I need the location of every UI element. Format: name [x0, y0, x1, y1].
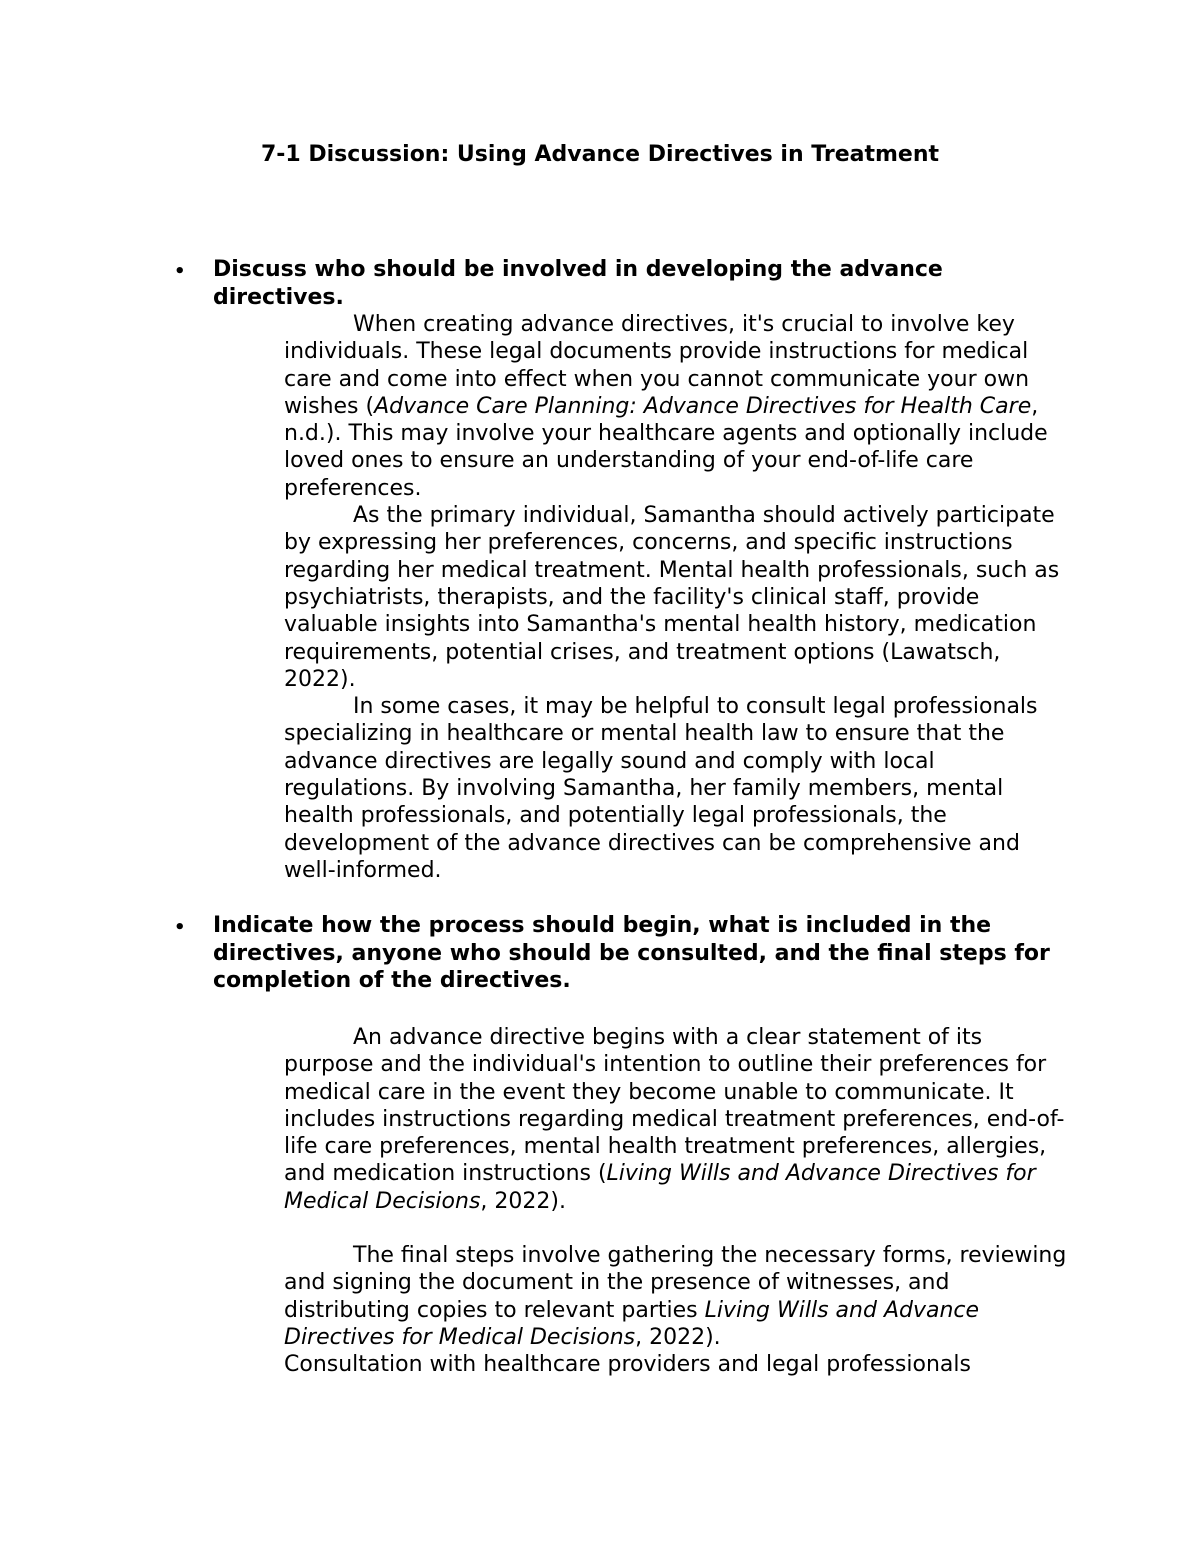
document-title: 7-1 Discussion: Using Advance Directives in Treatment [260, 142, 940, 167]
bullet-icon: • [174, 261, 186, 282]
answer-paragraph: Consultation with healthcare providers and legal professionals [284, 1352, 971, 1378]
paragraph-text: , 2022). [635, 1324, 721, 1350]
answer-body [284, 311, 1069, 884]
answer-body [284, 1024, 1069, 1379]
paragraph-text: , 2022). [480, 1188, 566, 1214]
answer-paragraph [284, 311, 1069, 502]
bullet-icon: • [174, 917, 186, 938]
paragraph-text: The final steps involve gathering the necessary forms, reviewing and signing the document in the presence of witnesses, and distributing copies to relevant parties [284, 1243, 1067, 1323]
answer-paragraph [284, 1242, 1069, 1351]
answer-paragraph [284, 1024, 1069, 1215]
answer-paragraph: As the primary individual, Samantha should actively participate by expressing her preferences, concerns, and specific instructions regarding her medical treatment. Mental health professionals, such as psychiatrists, therapists, and the facility's clinical staff, provide valuable insights into Samantha's mental health history, medication requirements, potential crises, and treatment options (Lawatsch, 2022). [284, 503, 1060, 692]
question-heading: Indicate how the process should begin, what is included in the directives, anyone who should be consulted, and the final steps for completion of the directives. [213, 913, 1050, 993]
citation-title: Advance Care Planning: Advance Directives for Health Care [374, 393, 1032, 419]
paragraph-text: When creating advance directives, it's crucial to involve key individuals. These legal documents provide instructions for medical care and come into effect when you cannot communicate your own wishes ( [284, 312, 1030, 419]
citation-title: Living Wills and Advance Directives for Medical Decisions [284, 1161, 1036, 1214]
citation-title: Living Wills and Advance Directives for Medical Decisions [284, 1297, 980, 1350]
question-heading: Discuss who should be involved in developing the advance directives. [213, 257, 943, 310]
answer-paragraph: In some cases, it may be helpful to consult legal professionals specializing in healthcare or mental health law to ensure that the advance directives are legally sound and comply with local regulations. By involving Samantha, her family members, mental health professionals, and potentially legal professionals, the development of the advance directives can be comprehensive and well-informed. [284, 694, 1038, 883]
paragraph-text: An advance directive begins with a clear statement of its purpose and the individual's intention to outline their preferences for medical care in the event they become unable to communicate. It includes instructions regarding medical treatment preferences, end-of-life care preferences, mental health treatment preferences, allergies, and medication instructions ( [284, 1025, 1065, 1187]
paragraph-text: , n.d.). This may involve your healthcare agents and optionally include loved ones to ensure an understanding of your end-of-life care preferences. [284, 393, 1048, 501]
